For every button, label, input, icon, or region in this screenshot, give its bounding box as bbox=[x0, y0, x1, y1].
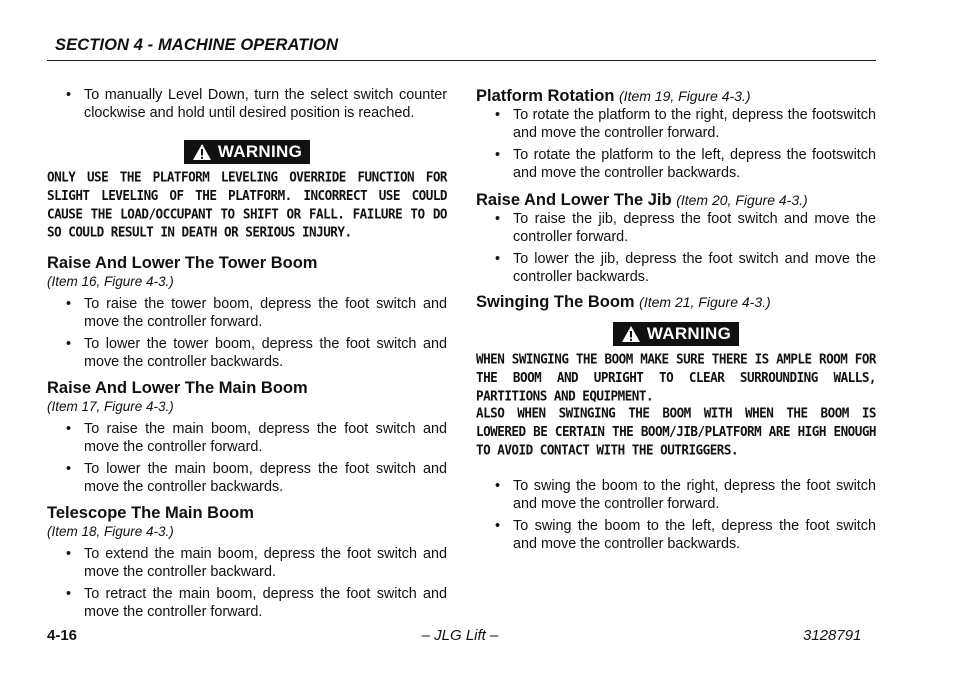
list-item: • To lower the main boom, depress the foot switch and move the controller backwards. bbox=[66, 461, 447, 495]
list-item: • To swing the boom to the right, depress the foot switch and move the controller forward. bbox=[495, 478, 876, 512]
section-header: SECTION 4 - MACHINE OPERATION bbox=[55, 36, 339, 54]
warning-banner bbox=[476, 322, 876, 346]
warning-text: WHEN SWINGING THE BOOM MAKE SURE THERE IS AMPLE ROOM FOR THE BOOM AND UPRIGHT TO CLEAR SURROUNDING WALLS, PARTITIONS AND EQUIPMENT. bbox=[476, 351, 876, 404]
header-rule bbox=[47, 60, 876, 61]
list-item: • To manually Level Down, turn the select switch counter clockwise and hold until desired position is reached. bbox=[66, 87, 447, 121]
page-number: 4-16 bbox=[47, 627, 78, 644]
intro-list bbox=[47, 86, 447, 122]
telescope-list bbox=[47, 545, 447, 621]
section-heading-tower-boom: Raise And Lower The Tower Boom bbox=[47, 254, 318, 272]
list-item: • To rotate the platform to the right, depress the footswitch and move the controller forward. bbox=[495, 107, 876, 141]
figure-ref: (Item 16, Figure 4-3.) bbox=[47, 274, 174, 289]
warning-badge bbox=[184, 140, 310, 164]
section-heading-jib: Raise And Lower The Jib (Item 20, Figure 4-3.) bbox=[476, 191, 808, 209]
warning-text: ONLY USE THE PLATFORM LEVELING OVERRIDE FUNCTION FOR SLIGHT LEVELING OF THE PLATFORM. INCORRECT USE COULD CAUSE THE LOAD/OCCUPANT TO SHIFT OR FALL. FAILURE TO DO SO COULD RESULT IN DEATH OR SERIOUS INJURY. bbox=[47, 169, 447, 240]
footer-title: – JLG Lift – bbox=[421, 627, 499, 644]
list-item: • To raise the tower boom, depress the foot switch and move the controller forward. bbox=[66, 296, 447, 330]
section-heading-main-boom: Raise And Lower The Main Boom bbox=[47, 379, 308, 397]
rotation-list bbox=[476, 106, 876, 182]
bullet-text: To manually Level Down, turn the select switch counter clockwise and hold until desired position is reached. bbox=[84, 87, 447, 121]
list-item: • To raise the main boom, depress the foot switch and move the controller forward. bbox=[66, 421, 447, 455]
main-boom-list bbox=[47, 420, 447, 496]
warning-text: ALSO WHEN SWINGING THE BOOM WITH WHEN THE BOOM IS LOWERED BE CERTAIN THE BOOM/JIB/PLATFORM ARE HIGH ENOUGH TO AVOID CONTACT WITH THE OUTRIGGERS. bbox=[476, 405, 876, 458]
swing-list bbox=[476, 477, 876, 553]
warning-label: WARNING bbox=[217, 142, 303, 161]
warning-label: WARNING bbox=[646, 324, 732, 343]
list-item: • To rotate the platform to the left, depress the footswitch and move the controller backwards. bbox=[495, 147, 876, 181]
figure-ref: (Item 17, Figure 4-3.) bbox=[47, 399, 174, 414]
section-heading-swing: Swinging The Boom (Item 21, Figure 4-3.) bbox=[476, 293, 771, 311]
right-column bbox=[476, 86, 876, 557]
warning-banner bbox=[47, 140, 447, 164]
tower-boom-list bbox=[47, 295, 447, 371]
list-item: • To lower the tower boom, depress the foot switch and move the controller backwards. bbox=[66, 336, 447, 370]
left-column bbox=[47, 86, 447, 625]
list-item: • To lower the jib, depress the foot switch and move the controller backwards. bbox=[495, 251, 876, 285]
section-heading-rotation: Platform Rotation (Item 19, Figure 4-3.) bbox=[476, 87, 751, 105]
section-heading-telescope: Telescope The Main Boom bbox=[47, 504, 254, 522]
document-number: 3128791 bbox=[803, 627, 862, 644]
jib-list bbox=[476, 210, 876, 286]
warning-badge bbox=[613, 322, 739, 346]
list-item: • To swing the boom to the left, depress the foot switch and move the controller backwards. bbox=[495, 518, 876, 552]
list-item: • To raise the jib, depress the foot switch and move the controller forward. bbox=[495, 211, 876, 245]
list-item: • To extend the main boom, depress the foot switch and move the controller backward. bbox=[66, 546, 447, 580]
list-item: • To retract the main boom, depress the foot switch and move the controller forward. bbox=[66, 586, 447, 620]
warning-triangle-icon bbox=[192, 143, 212, 161]
figure-ref: (Item 18, Figure 4-3.) bbox=[47, 524, 174, 539]
warning-triangle-icon bbox=[621, 325, 641, 343]
